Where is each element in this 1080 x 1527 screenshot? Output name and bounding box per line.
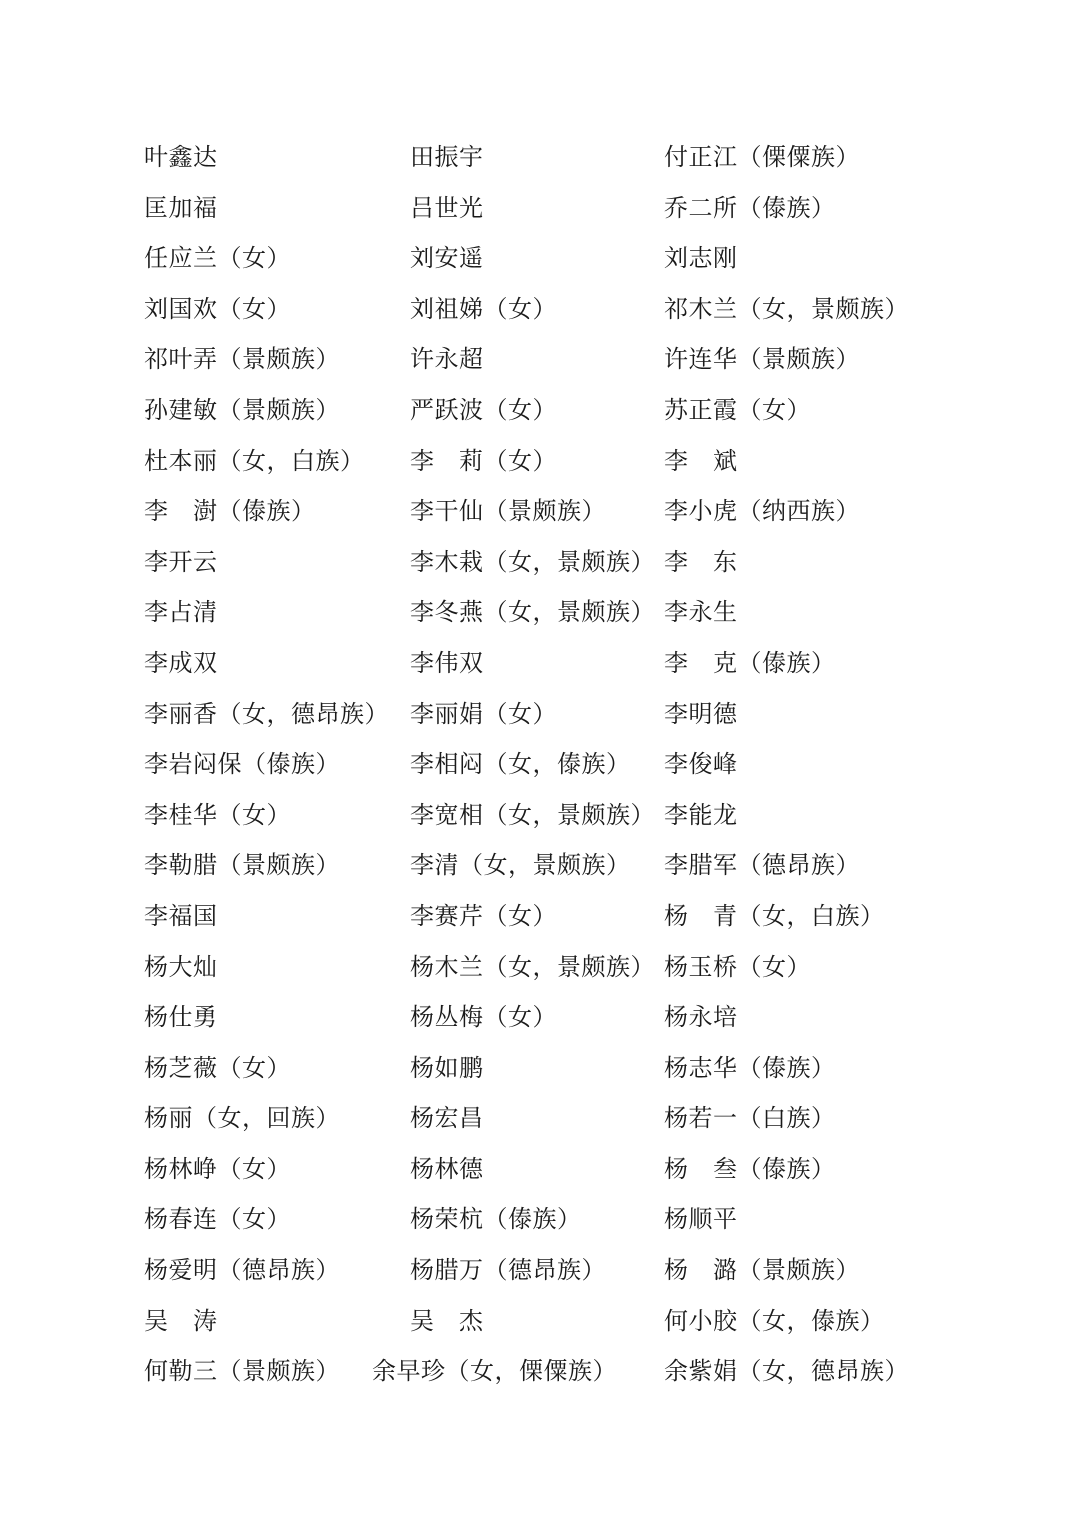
name-entry: 祁叶弄（景颇族） [144, 345, 340, 374]
name-entry: 李 克（傣族） [664, 648, 836, 677]
name-entry: 余紫娟（女，德昂族） [664, 1357, 909, 1386]
name-entry: 李赛芹（女） [410, 901, 557, 930]
name-entry: 李明德 [664, 699, 738, 728]
name-entry: 李冬燕（女，景颇族） [410, 598, 655, 627]
name-entry: 吴 涛 [144, 1306, 218, 1335]
name-row [0, 284, 1080, 335]
name-row [0, 790, 1080, 841]
name-entry: 杨永培 [664, 1003, 738, 1032]
name-entry: 李占清 [144, 598, 218, 627]
name-entry: 杜本丽（女，白族） [144, 446, 365, 475]
name-row [0, 1144, 1080, 1195]
name-entry: 杨丛梅（女） [410, 1003, 557, 1032]
name-entry: 叶鑫达 [144, 143, 218, 171]
name-entry: 李福国 [144, 901, 218, 930]
name-entry: 杨爱明（德昂族） [144, 1256, 340, 1285]
name-entry: 许永超 [410, 345, 484, 374]
name-row [0, 942, 1080, 993]
name-entry: 李勒腊（景颇族） [144, 851, 340, 880]
name-row [0, 436, 1080, 487]
name-entry: 李 东 [664, 547, 738, 576]
name-row [0, 486, 1080, 537]
name-entry: 何小胶（女，傣族） [664, 1306, 885, 1335]
name-entry: 李成双 [144, 648, 218, 677]
name-row [0, 1296, 1080, 1347]
name-row [0, 233, 1080, 284]
name-entry: 苏正霞（女） [664, 395, 811, 424]
name-entry: 许连华（景颇族） [664, 345, 860, 374]
name-entry: 杨芝薇（女） [144, 1053, 291, 1082]
name-entry: 祁木兰（女，景颇族） [664, 294, 909, 323]
name-entry: 李 澍（傣族） [144, 497, 316, 526]
name-entry: 李 莉（女） [410, 446, 557, 475]
name-entry: 杨荣杭（傣族） [410, 1205, 582, 1234]
name-row [0, 891, 1080, 942]
name-entry: 付正江（傈僳族） [664, 143, 860, 171]
name-entry: 杨林德 [410, 1154, 484, 1183]
name-entry: 李能龙 [664, 800, 738, 829]
name-entry: 李桂华（女） [144, 800, 291, 829]
name-entry: 李丽娟（女） [410, 699, 557, 728]
name-entry: 李伟双 [410, 648, 484, 677]
name-row [0, 1093, 1080, 1144]
name-entry: 李岩闷保（傣族） [144, 750, 340, 779]
name-row [0, 840, 1080, 891]
name-entry: 杨木兰（女，景颇族） [410, 952, 655, 981]
name-entry: 李开云 [144, 547, 218, 576]
name-entry: 任应兰（女） [144, 244, 291, 273]
name-row [0, 739, 1080, 790]
name-entry: 杨如鹏 [410, 1053, 484, 1082]
name-entry: 李宽相（女，景颇族） [410, 800, 655, 829]
name-entry: 李 斌 [664, 446, 738, 475]
name-entry: 李腊军（德昂族） [664, 851, 860, 880]
name-entry: 吕世光 [410, 193, 484, 222]
name-entry: 李清（女，景颇族） [410, 851, 631, 880]
name-entry: 匡加福 [144, 193, 218, 222]
name-entry: 杨林峥（女） [144, 1154, 291, 1183]
name-entry: 杨仕勇 [144, 1003, 218, 1032]
name-entry: 李相闷（女，傣族） [410, 750, 631, 779]
name-row [0, 689, 1080, 740]
name-entry: 李俊峰 [664, 750, 738, 779]
name-entry: 杨玉桥（女） [664, 952, 811, 981]
name-row [0, 385, 1080, 436]
name-entry: 李永生 [664, 598, 738, 627]
name-row [0, 334, 1080, 385]
name-entry: 孙建敏（景颇族） [144, 395, 340, 424]
name-entry: 何勒三（景颇族） [144, 1357, 340, 1386]
name-row [0, 992, 1080, 1043]
name-entry: 余早珍（女，傈僳族） [372, 1357, 617, 1386]
name-row [0, 587, 1080, 638]
name-entry: 李干仙（景颇族） [410, 497, 606, 526]
name-row [0, 1346, 1080, 1397]
name-entry: 杨 青（女，白族） [664, 901, 885, 930]
name-row [0, 537, 1080, 588]
name-entry: 杨大灿 [144, 952, 218, 981]
name-row [0, 638, 1080, 689]
name-entry: 田振宇 [410, 143, 484, 171]
name-row [0, 1043, 1080, 1094]
name-entry: 杨 潞（景颇族） [664, 1256, 860, 1285]
name-entry: 严跃波（女） [410, 395, 557, 424]
name-entry: 刘志刚 [664, 244, 738, 273]
name-entry: 杨丽（女，回族） [144, 1104, 340, 1133]
name-entry: 李小虎（纳西族） [664, 497, 860, 526]
name-entry: 杨腊万（德昂族） [410, 1256, 606, 1285]
name-entry: 杨若一（白族） [664, 1104, 836, 1133]
name-row [0, 183, 1080, 234]
name-entry: 刘国欢（女） [144, 294, 291, 323]
name-row [0, 132, 1080, 183]
name-list [0, 132, 1080, 1397]
name-entry: 吴 杰 [410, 1306, 484, 1335]
name-entry: 李丽香（女，德昂族） [144, 699, 389, 728]
name-entry: 杨顺平 [664, 1205, 738, 1234]
name-entry: 杨春连（女） [144, 1205, 291, 1234]
name-entry: 李木栽（女，景颇族） [410, 547, 655, 576]
name-row [0, 1245, 1080, 1296]
name-entry: 杨宏昌 [410, 1104, 484, 1133]
name-entry: 刘祖娣（女） [410, 294, 557, 323]
name-entry: 乔二所（傣族） [664, 193, 836, 222]
name-entry: 杨 叁（傣族） [664, 1154, 836, 1183]
name-entry: 杨志华（傣族） [664, 1053, 836, 1082]
name-entry: 刘安遥 [410, 244, 484, 273]
name-row [0, 1194, 1080, 1245]
